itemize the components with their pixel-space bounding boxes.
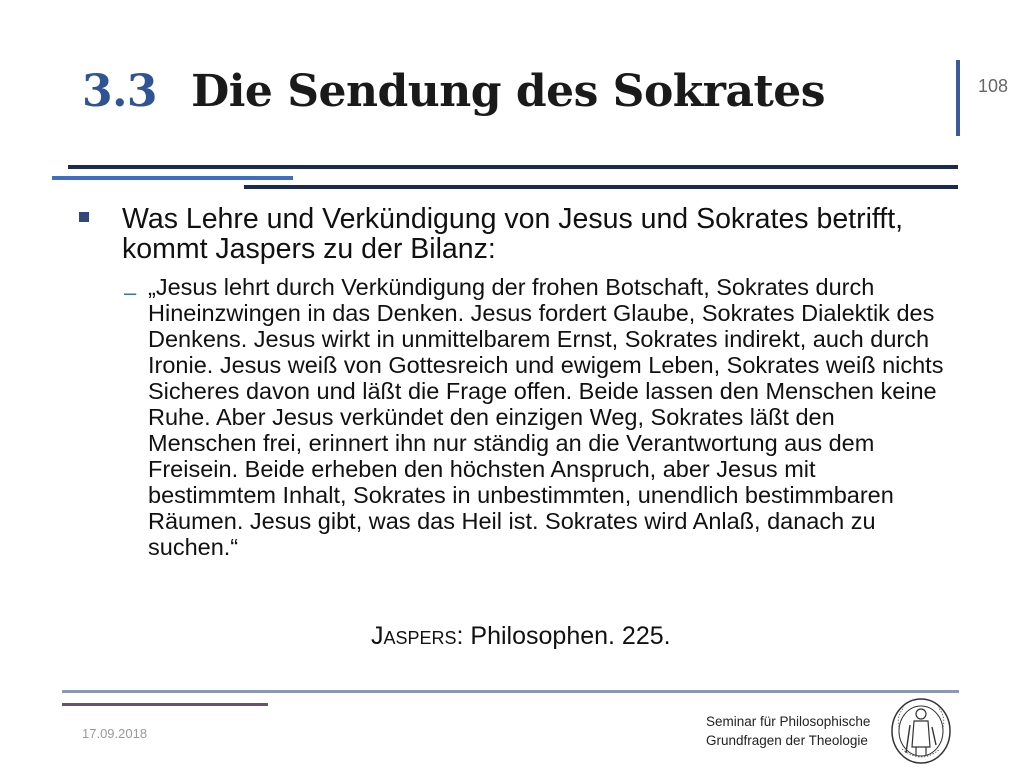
institution-line-1: Seminar für Philosophische	[706, 714, 871, 729]
footer-date: 17.09.2018	[82, 726, 148, 741]
institution-line-2: Grundfragen der Theologie	[706, 733, 868, 748]
citation-author: Jaspers	[371, 622, 457, 650]
citation-source: : Philosophen. 225.	[456, 622, 671, 650]
citation	[371, 622, 671, 651]
header-vertical-bar	[956, 60, 960, 136]
header-rule-top	[68, 165, 958, 169]
university-seal-icon	[890, 697, 952, 765]
page-number: 108	[978, 76, 1009, 96]
square-bullet-icon	[79, 212, 89, 222]
quote-text: „Jesus lehrt durch Verkündigung der frohen Botschaft, Sokrates durch Hineinzwingen in das Denken. Jesus fordert Glaube, Sokrates Dialektik des Denkens. Jesus wirkt in unmittelbarem Ernst, Sokrates indirekt, auch durch Ironie. Jesus weiß von Gottesreich und ewigem Leben, Sokrates weiß nichts Sicheres davon und läßt die Frage offen. Beide lassen den Menschen keine Ruhe. Aber Jesus verkündet den einzigen Weg, Sokrates läßt den Menschen frei, erinnert ihn nur ständig an die Verantwortung aus dem Freisein. Beide erheben den höchsten Anspruch, aber Jesus mit bestimmtem Inhalt, Sokrates in unbestimmten, unendlich bestimmbaren Räumen. Jesus gibt, was das Heil ist. Sokrates wird Anlaß, danach zu suchen.“	[148, 274, 944, 560]
bullet-text: Was Lehre und Verkündigung von Jesus und Sokrates betrifft, kommt Jaspers zu der Bilanz:	[122, 203, 904, 265]
section-number: 3.3	[82, 66, 158, 117]
footer-rule-short	[62, 703, 268, 706]
sub-bullet-dash: –	[124, 280, 137, 305]
header-rule-bottom	[244, 185, 958, 189]
footer-institution	[706, 712, 876, 750]
title-text: Die Sendung des Sokrates	[191, 66, 826, 117]
header-rule-accent	[52, 176, 293, 180]
slide-title	[82, 66, 825, 117]
footer-rule-long	[62, 690, 959, 693]
